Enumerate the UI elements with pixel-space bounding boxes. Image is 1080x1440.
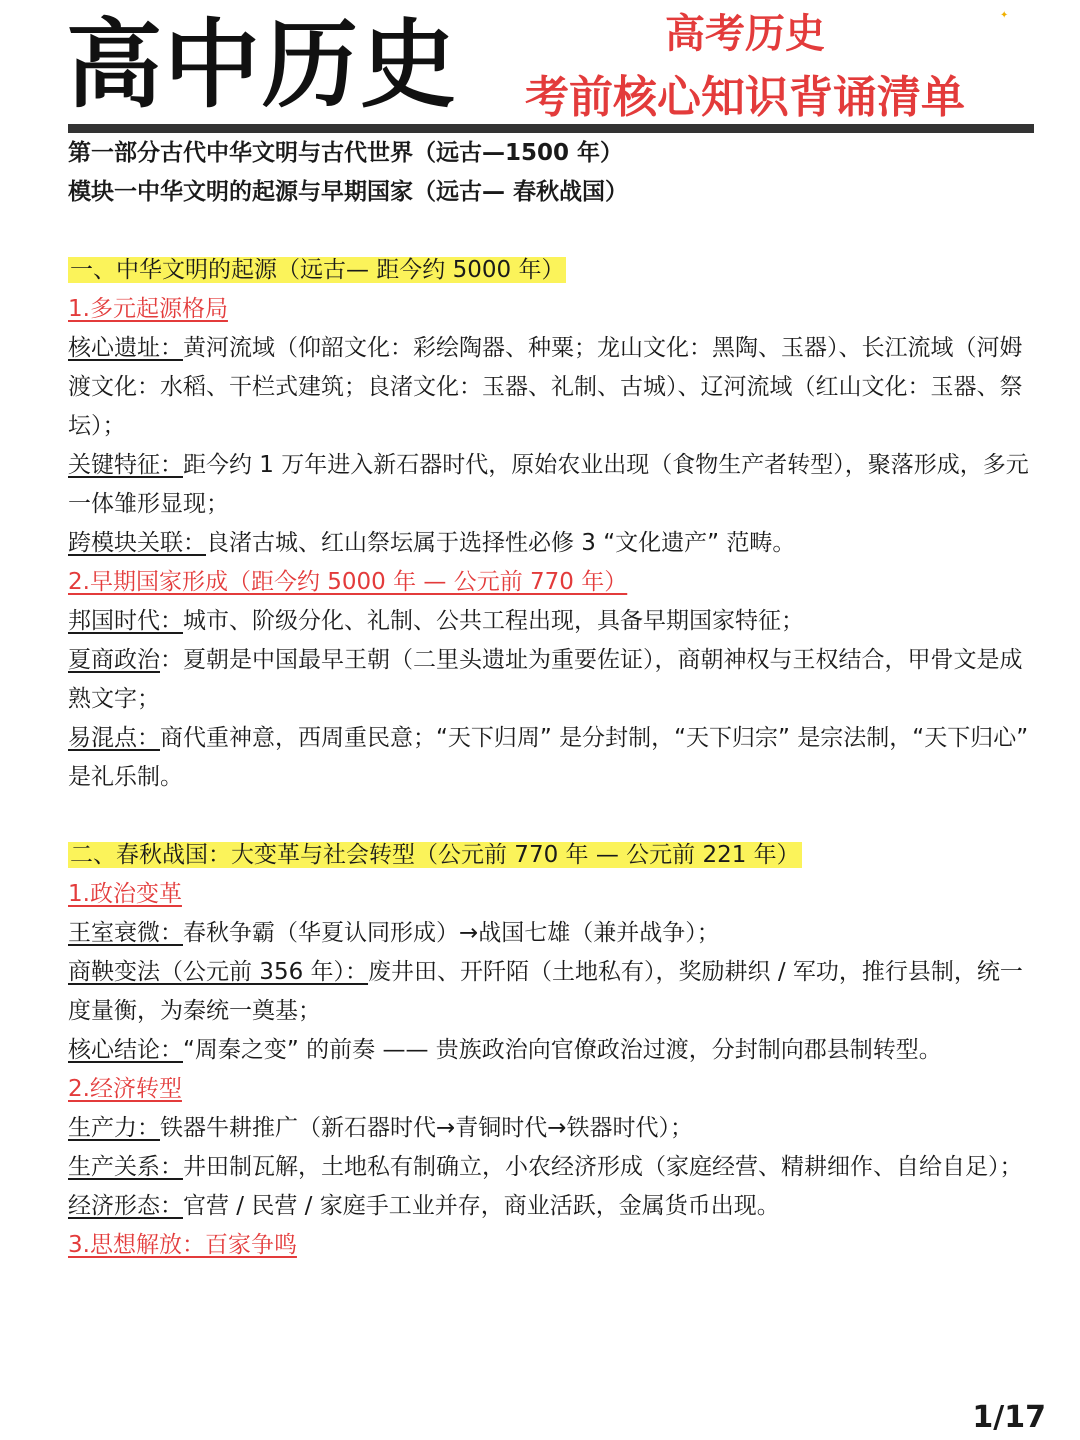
item-text: 城市、阶级分化、礼制、公共工程出现，具备早期国家特征；: [183, 608, 804, 634]
subsection-title-text: 1.政治变革: [68, 881, 182, 907]
item-label: 生产关系：: [68, 1154, 183, 1180]
subsection-title-text: 2.早期国家形成（距今约 5000 年 — 公元前 770 年）: [68, 569, 628, 595]
item-label: 关键特征：: [68, 452, 183, 478]
subsection-title: [68, 563, 1034, 602]
item-label: 邦国时代：: [68, 608, 183, 634]
item-text: 商代重神意，西周重民意；“天下归周” 是分封制，“天下归宗” 是宗法制，“天下归心” 是礼乐制。: [68, 725, 1029, 790]
subsection-title: [68, 875, 1034, 914]
item-label: 生产力：: [68, 1115, 160, 1141]
section-title: [68, 836, 1034, 875]
item-text: 井田制瓦解，土地私有制确立，小农经济形成（家庭经营、精耕细作、自给自足）；: [183, 1154, 1023, 1180]
section-title-text: 二、春秋战国：大变革与社会转型（公元前 770 年 — 公元前 221 年）: [70, 842, 800, 868]
page-number: 1/17: [972, 1400, 1046, 1435]
item-label: 王室衰微：: [68, 920, 183, 946]
item-label: 夏商政治: [68, 647, 160, 673]
module-title: 模块一中华文明的起源与早期国家（远古— 春秋战国）: [68, 179, 629, 205]
knowledge-item: [68, 446, 1034, 524]
item-text: 春秋争霸（华夏认同形成）→战国七雄（兼并战争）；: [183, 920, 720, 946]
item-label: 经济形态：: [68, 1193, 183, 1219]
knowledge-item: [68, 1187, 1034, 1226]
knowledge-item: [68, 719, 1034, 797]
knowledge-item: [68, 602, 1034, 641]
item-label: 核心遗址：: [68, 335, 183, 361]
item-text: 官营 / 民营 / 家庭手工业并存，商业活跃，金属货币出现。: [183, 1193, 780, 1219]
item-label: 跨模块关联：: [68, 530, 206, 556]
subsection-title: [68, 290, 1034, 329]
knowledge-item: [68, 641, 1034, 719]
section-title: [68, 251, 1034, 290]
knowledge-item: [68, 1148, 1034, 1187]
section-title-text: 一、中华文明的起源（远古— 距今约 5000 年）: [70, 257, 565, 283]
knowledge-item: [68, 1109, 1034, 1148]
subsection-title-text: 1.多元起源格局: [68, 296, 228, 322]
sparkle-icon: ✦: [1000, 10, 1009, 21]
knowledge-item: [68, 914, 1034, 953]
item-label: 易混点：: [68, 725, 160, 751]
subsection-title: [68, 1070, 1034, 1109]
spacer: [68, 797, 1034, 836]
header-divider: [68, 124, 1034, 133]
subsection-title-text: 3.思想解放：百家争鸣: [68, 1232, 297, 1258]
knowledge-item: [68, 524, 1034, 563]
spacer: [68, 212, 1034, 251]
brand-title: 高中历史: [66, 9, 458, 121]
item-text: 距今约 1 万年进入新石器时代，原始农业出现（食物生产者转型），聚落形成，多元一体雏形显现；: [68, 452, 1029, 517]
item-text: 良渚古城、红山祭坛属于选择性必修 3 “文化遗产” 范畴。: [206, 530, 796, 556]
knowledge-item: [68, 329, 1034, 446]
knowledge-item: [68, 953, 1034, 1031]
item-label: 核心结论：: [68, 1037, 183, 1063]
item-text: 黄河流域（仰韶文化：彩绘陶器、种粟；龙山文化：黑陶、玉器）、长江流域（河姆渡文化：水稻、干栏式建筑；良渚文化：玉器、礼制、古城）、辽河流域（红山文化：玉器、祭坛）；: [68, 335, 1023, 439]
item-text: 铁器牛耕推广（新石器时代→青铜时代→铁器时代）；: [160, 1115, 694, 1141]
subtitle-line-2: 考前核心知识背诵清单: [525, 72, 965, 123]
knowledge-item: [68, 1031, 1034, 1070]
item-label: 商鞅变法（公元前 356 年）：: [68, 959, 369, 985]
item-text: “周秦之变” 的前奏 —— 贵族政治向官僚政治过渡，分封制向郡县制转型。: [183, 1037, 942, 1063]
subsection-title-text: 2.经济转型: [68, 1076, 182, 1102]
header-subtitle: [500, 6, 990, 130]
part-title: 第一部分古代中华文明与古代世界（远古—1500 年）: [68, 140, 624, 166]
item-text: ：夏朝是中国最早王朝（二里头遗址为重要佐证），商朝神权与王权结合，甲骨文是成熟文字；: [68, 647, 1023, 712]
item-text: 废井田、开阡陌（土地私有），奖励耕织 / 军功，推行县制，统一度量衡，为秦统一奠基；: [68, 959, 1023, 1024]
document-body: [68, 134, 1034, 1265]
subtitle-line-1: 高考历史: [665, 11, 825, 57]
subsection-title: [68, 1226, 1034, 1265]
